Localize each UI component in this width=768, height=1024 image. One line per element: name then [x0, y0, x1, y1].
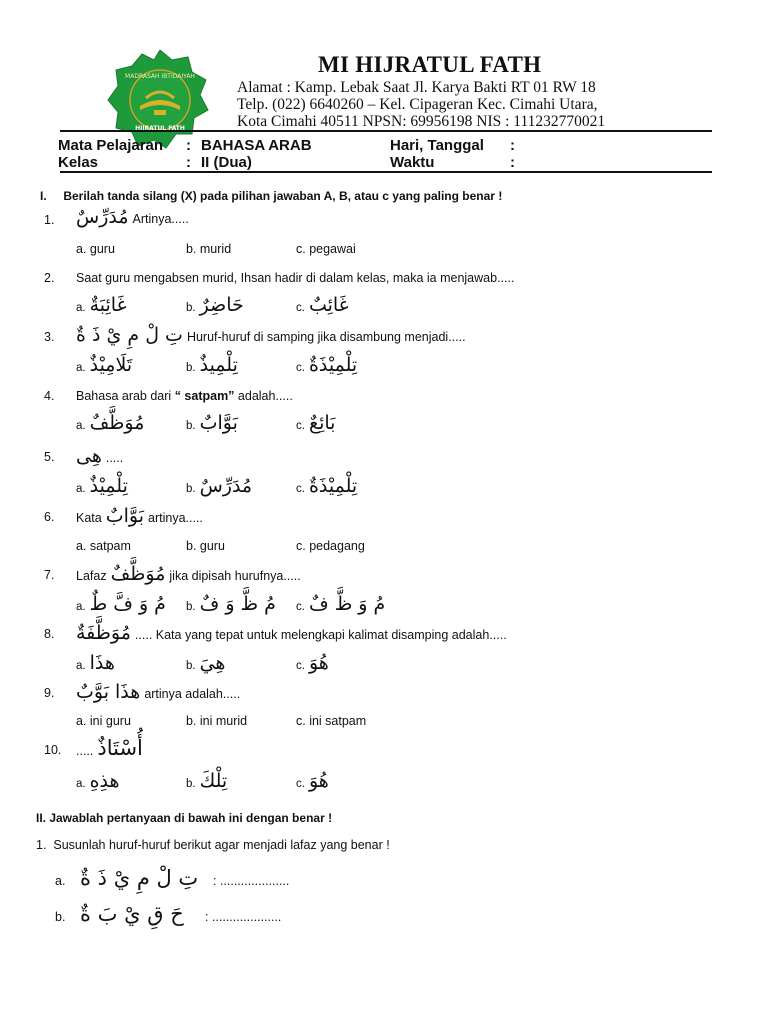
option-label: b.	[186, 601, 196, 613]
option-b[interactable]: b. ini murid	[186, 714, 248, 728]
arabic-word: مُوَظَّفٌ	[110, 563, 166, 585]
question-8	[76, 622, 507, 644]
arabic-option: تِلْمِيذٌ	[199, 354, 238, 376]
time-colon: :	[510, 154, 515, 171]
question-text	[76, 389, 293, 403]
time-label: Waktu	[390, 154, 435, 171]
question-5	[76, 445, 123, 467]
option-label: c.	[296, 302, 305, 314]
question-text: artinya.....	[148, 511, 203, 525]
option-c[interactable]	[296, 475, 357, 497]
question-number: 8.	[44, 627, 55, 641]
question-number: 3.	[44, 330, 55, 344]
option-c[interactable]	[296, 294, 349, 316]
option-label: c.	[296, 362, 305, 374]
subject-value: BAHASA ARAB	[201, 137, 312, 154]
arabic-option: مُوَظَّفٌ	[89, 412, 145, 434]
option-label: b.	[186, 660, 196, 672]
option-b[interactable]	[186, 475, 252, 497]
answer-blank-a[interactable]: : ....................	[213, 874, 290, 888]
option-label: b.	[186, 483, 196, 495]
option-label: a.	[76, 778, 86, 790]
option-label: b.	[186, 362, 196, 374]
option-c[interactable]: c. ini satpam	[296, 714, 367, 728]
question-1	[76, 206, 189, 228]
arabic-option: غَائِبَةٌ	[89, 294, 127, 316]
arabic-option: بَائِعٌ	[308, 412, 336, 434]
option-label: c.	[296, 483, 305, 495]
school-name: MI HIJRATUL FATH	[318, 52, 542, 77]
option-a[interactable]	[76, 652, 115, 674]
arabic-word: هِى	[76, 445, 102, 467]
arabic-option: هذَا	[89, 652, 115, 674]
day-label: Hari, Tanggal	[390, 137, 484, 154]
question-text: artinya adalah.....	[144, 687, 241, 701]
arabic-word: مُوَظَّفَةٌ	[76, 622, 131, 644]
arabic-word: مُدَرِّسٌ	[76, 206, 129, 228]
section-2-title: II. Jawablah pertanyaan di bawah ini dengan benar !	[36, 811, 333, 825]
question-text-post: adalah.....	[234, 389, 293, 403]
essay-question-1: 1. Susunlah huruf-huruf berikut agar menjadi lafaz yang benar !	[36, 838, 390, 852]
arabic-option: حَاضِرٌ	[199, 294, 244, 316]
arabic-option: هُوَ	[308, 770, 329, 792]
question-blank: .....	[76, 744, 94, 758]
option-label: a.	[76, 660, 86, 672]
option-b[interactable]	[186, 593, 276, 615]
arabic-option: تِلْكَ	[199, 770, 228, 792]
option-c[interactable]	[296, 770, 329, 792]
item-b-label: b.	[55, 910, 66, 924]
option-b[interactable]	[186, 412, 238, 434]
option-b[interactable]	[186, 770, 227, 792]
question-text: jika dipisah hurufnya.....	[169, 569, 301, 583]
option-b[interactable]: b. murid	[186, 242, 232, 256]
question-number: 4.	[44, 389, 55, 403]
option-label: c.	[296, 778, 305, 790]
option-a[interactable]	[76, 475, 128, 497]
option-label: a.	[76, 601, 86, 613]
option-label: a.	[76, 483, 86, 495]
option-a[interactable]	[76, 770, 120, 792]
class-colon: :	[186, 154, 191, 171]
address-line-2: Telp. (022) 6640260 – Kel. Cipageran Kec. Cimahi Utara,	[237, 96, 598, 113]
arabic-option: مُدَرِّسٌ	[199, 475, 253, 497]
logo-text-top: MADRASAH IBTIDAIYAH	[125, 73, 195, 80]
question-9	[76, 681, 240, 703]
arabic-option: تِلْمِيْذَةٌ	[308, 475, 358, 497]
option-label: a.	[76, 420, 86, 432]
question-10	[76, 736, 143, 760]
arabic-word: أُسْتَاذٌ	[97, 736, 143, 760]
option-b[interactable]	[186, 652, 225, 674]
arabic-letters: تِ لْ مِ يْ ذَ ةٌ	[76, 324, 183, 346]
option-a[interactable]	[76, 354, 132, 376]
option-b[interactable]	[186, 294, 244, 316]
option-label: b.	[186, 778, 196, 790]
option-label: a.	[76, 302, 86, 314]
header-divider-bottom	[60, 171, 712, 173]
class-value: II (Dua)	[201, 154, 252, 171]
question-text: Saat guru mengabsen murid, Ihsan hadir di dalam kelas, maka ia menjawab.....	[76, 271, 515, 285]
question-text-pre: Kata	[76, 511, 102, 525]
question-number: 2.	[44, 271, 55, 285]
question-text: Artinya.....	[132, 212, 189, 226]
header-divider-top	[60, 130, 712, 132]
arabic-sentence: هذَا بَوَّبٌ	[76, 681, 141, 703]
option-a[interactable]: a. satpam	[76, 539, 131, 553]
address-line-1: Alamat : Kamp. Lebak Saat Jl. Karya Bakti RT 01 RW 18	[237, 79, 596, 96]
question-number: 1.	[44, 213, 55, 227]
question-text: .....	[105, 451, 124, 465]
question-7	[76, 563, 301, 585]
option-a[interactable]: a. guru	[76, 242, 115, 256]
option-c[interactable]	[296, 412, 335, 434]
question-text: Huruf-huruf di samping jika disambung menjadi.....	[186, 330, 466, 344]
question-keyword: “ satpam”	[174, 389, 235, 403]
question-number: 10.	[44, 743, 62, 757]
option-label: c.	[296, 601, 305, 613]
subject-colon: :	[186, 137, 191, 154]
arabic-option: هُوَ	[308, 652, 329, 674]
question-6	[76, 505, 203, 527]
item-a-label: a.	[55, 874, 66, 888]
arabic-option: مُ وَ فَّ طٌ	[89, 593, 166, 615]
arabic-option: هذِهِ	[89, 770, 120, 792]
question-number: 5.	[44, 450, 55, 464]
arabic-option: بَوَّابٌ	[199, 412, 238, 434]
section-1-title: I. Berilah tanda silang (X) pada pilihan jawaban A, B, atau c yang paling benar !	[40, 189, 503, 203]
option-a[interactable]	[76, 412, 144, 434]
question-3	[76, 324, 466, 346]
option-label: c.	[296, 660, 305, 672]
option-c[interactable]	[296, 652, 329, 674]
option-a[interactable]: a. ini guru	[76, 714, 131, 728]
arabic-option: مُ ظَّ وَ فٌ	[199, 593, 276, 615]
question-text-pre: Lafaz	[76, 569, 107, 583]
school-logo	[106, 50, 214, 150]
option-b[interactable]	[186, 354, 238, 376]
option-c[interactable]	[296, 354, 357, 376]
arabic-option: تَلَامِيْذٌ	[89, 354, 133, 376]
arabic-option: تِلْمِيْذَةٌ	[308, 354, 358, 376]
arabic-option: مُ وَ ظَّ فٌ	[308, 593, 386, 615]
option-label: b.	[186, 302, 196, 314]
question-number: 9.	[44, 686, 55, 700]
arabic-word: بَوَّابٌ	[105, 505, 144, 527]
arabic-option: غَائِبٌ	[308, 294, 349, 316]
option-label: c.	[296, 420, 305, 432]
arabic-option: هِيَ	[199, 652, 226, 674]
subject-label: Mata Pelajaran	[58, 137, 164, 154]
option-label: a.	[76, 362, 86, 374]
logo-text-bottom: HIJRATUL FATH	[135, 125, 185, 132]
option-b[interactable]: b. guru	[186, 539, 225, 553]
question-number: 6.	[44, 510, 55, 524]
option-c[interactable]	[296, 593, 385, 615]
option-c[interactable]: c. pedagang	[296, 539, 365, 553]
class-label: Kelas	[58, 154, 99, 171]
option-a[interactable]	[76, 593, 166, 615]
answer-blank-b[interactable]: : ....................	[205, 910, 282, 924]
arabic-letters-a: تِ لْ مِ يْ ذَ ةٌ	[80, 866, 199, 890]
question-text: ..... Kata yang tepat untuk melengkapi kalimat disamping adalah.....	[134, 628, 507, 642]
address-line-3: Kota Cimahi 40511 NPSN: 69956198 NIS : 111232770021	[237, 113, 606, 130]
arabic-letters-b: حَ قِ يْ بَ ةٌ	[80, 902, 184, 926]
option-c[interactable]: c. pegawai	[296, 242, 356, 256]
option-a[interactable]	[76, 294, 127, 316]
option-label: b.	[186, 420, 196, 432]
arabic-option: تِلْمِيْذٌ	[89, 475, 128, 497]
day-colon: :	[510, 137, 515, 154]
question-text-pre: Bahasa arab dari	[76, 389, 175, 403]
question-number: 7.	[44, 568, 55, 582]
